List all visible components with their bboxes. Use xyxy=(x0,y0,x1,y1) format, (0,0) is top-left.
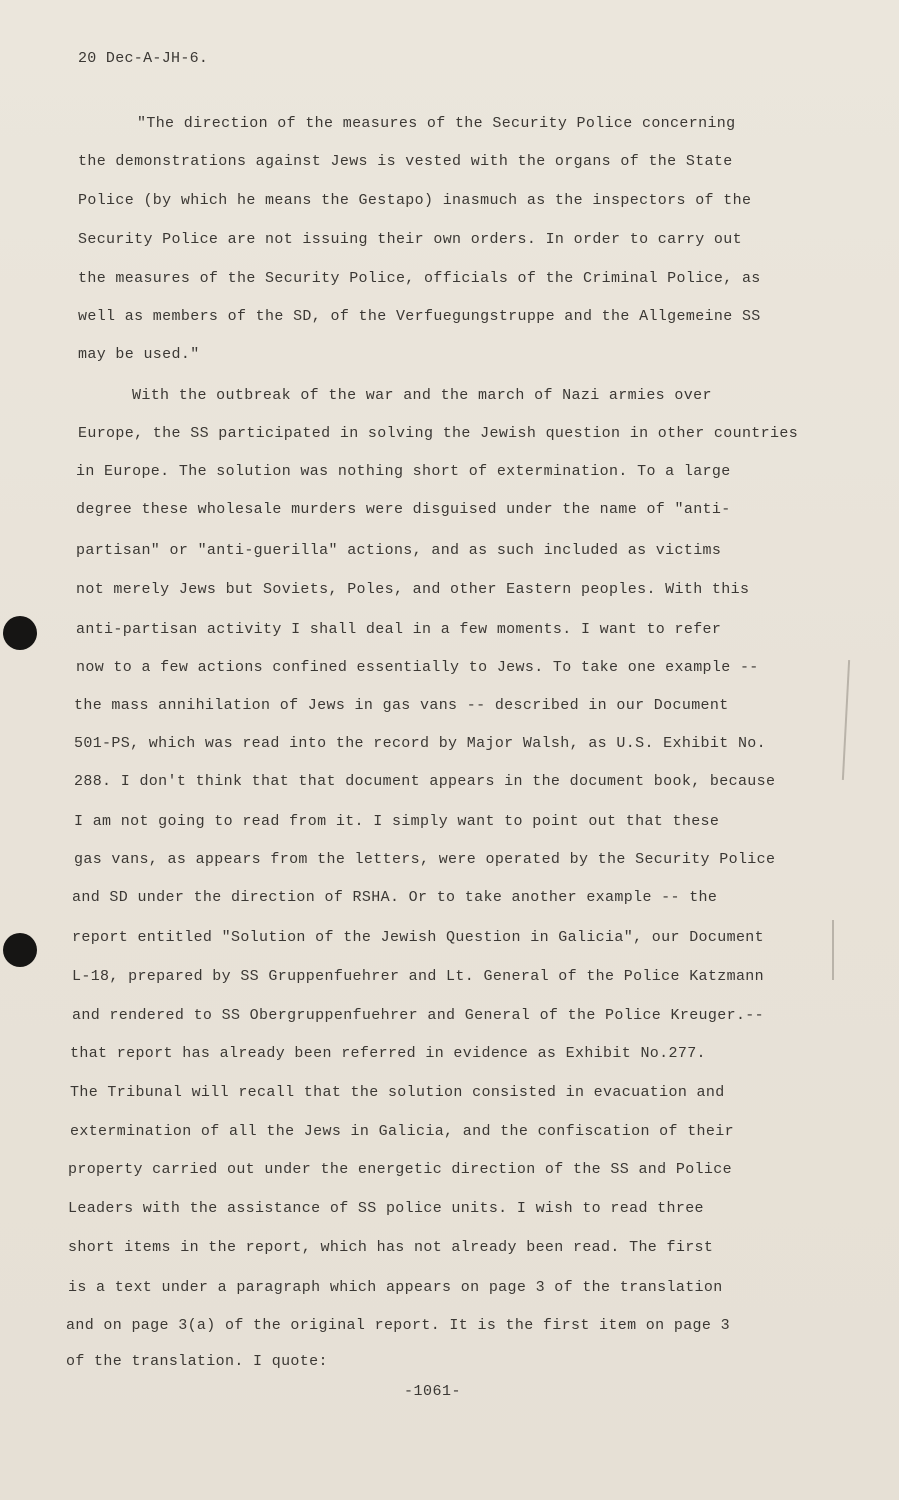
text-line: and on page 3(a) of the original report. It is the first item on page 3 xyxy=(66,1317,730,1334)
text-line: short items in the report, which has not already been read. The first xyxy=(68,1239,714,1256)
text-line: I am not going to read from it. I simply want to point out that these xyxy=(74,813,720,830)
text-line: and SD under the direction of RSHA. Or to take another example -- the xyxy=(72,889,718,906)
text-line: Security Police are not issuing their own orders. In order to carry out xyxy=(78,231,742,248)
text-line: gas vans, as appears from the letters, were operated by the Security Police xyxy=(74,851,776,868)
text-line: may be used." xyxy=(78,346,200,363)
text-line: anti-partisan activity I shall deal in a few moments. I want to refer xyxy=(76,621,722,638)
text-line: well as members of the SD, of the Verfuegungstruppe and the Allgemeine SS xyxy=(78,308,761,325)
text-line: extermination of all the Jews in Galicia, and the confiscation of their xyxy=(70,1123,734,1140)
text-line: the demonstrations against Jews is vested with the organs of the State xyxy=(78,153,733,170)
text-line: 288. I don't think that that document appears in the document book, because xyxy=(74,773,776,790)
text-line: of the translation. I quote: xyxy=(66,1353,328,1370)
text-line: in Europe. The solution was nothing short of extermination. To a large xyxy=(76,463,731,480)
text-line: The Tribunal will recall that the solution consisted in evacuation and xyxy=(70,1084,725,1101)
text-line: the measures of the Security Police, officials of the Criminal Police, as xyxy=(78,270,761,287)
text-line: 501-PS, which was read into the record by Major Walsh, as U.S. Exhibit No. xyxy=(74,735,767,752)
text-line: With the outbreak of the war and the march of Nazi armies over xyxy=(132,387,712,404)
text-line: not merely Jews but Soviets, Poles, and other Eastern peoples. With this xyxy=(76,581,750,598)
punch-hole xyxy=(3,933,37,967)
text-line: that report has already been referred in evidence as Exhibit No.277. xyxy=(70,1045,706,1062)
margin-mark xyxy=(832,920,834,980)
document-reference: 20 Dec-A-JH-6. xyxy=(78,50,209,67)
text-line: now to a few actions confined essentially to Jews. To take one example -- xyxy=(76,659,759,676)
text-line: the mass annihilation of Jews in gas vans -- described in our Document xyxy=(74,697,729,714)
text-line: report entitled "Solution of the Jewish Question in Galicia", our Document xyxy=(72,929,765,946)
page-number: -1061- xyxy=(404,1383,462,1400)
text-line: Police (by which he means the Gestapo) inasmuch as the inspectors of the xyxy=(78,192,752,209)
text-line: L-18, prepared by SS Gruppenfuehrer and Lt. General of the Police Katzmann xyxy=(72,968,765,985)
margin-mark xyxy=(842,660,850,780)
text-line: partisan" or "anti-guerilla" actions, and as such included as victims xyxy=(76,542,722,559)
text-line: "The direction of the measures of the Security Police concerning xyxy=(137,115,736,132)
text-line: Leaders with the assistance of SS police units. I wish to read three xyxy=(68,1200,704,1217)
text-line: is a text under a paragraph which appears on page 3 of the translation xyxy=(68,1279,723,1296)
text-line: degree these wholesale murders were disguised under the name of "anti- xyxy=(76,501,731,518)
text-line: property carried out under the energetic direction of the SS and Police xyxy=(68,1161,732,1178)
punch-hole xyxy=(3,616,37,650)
text-line: and rendered to SS Obergruppenfuehrer and General of the Police Kreuger.-- xyxy=(72,1007,765,1024)
text-line: Europe, the SS participated in solving the Jewish question in other countries xyxy=(78,425,799,442)
